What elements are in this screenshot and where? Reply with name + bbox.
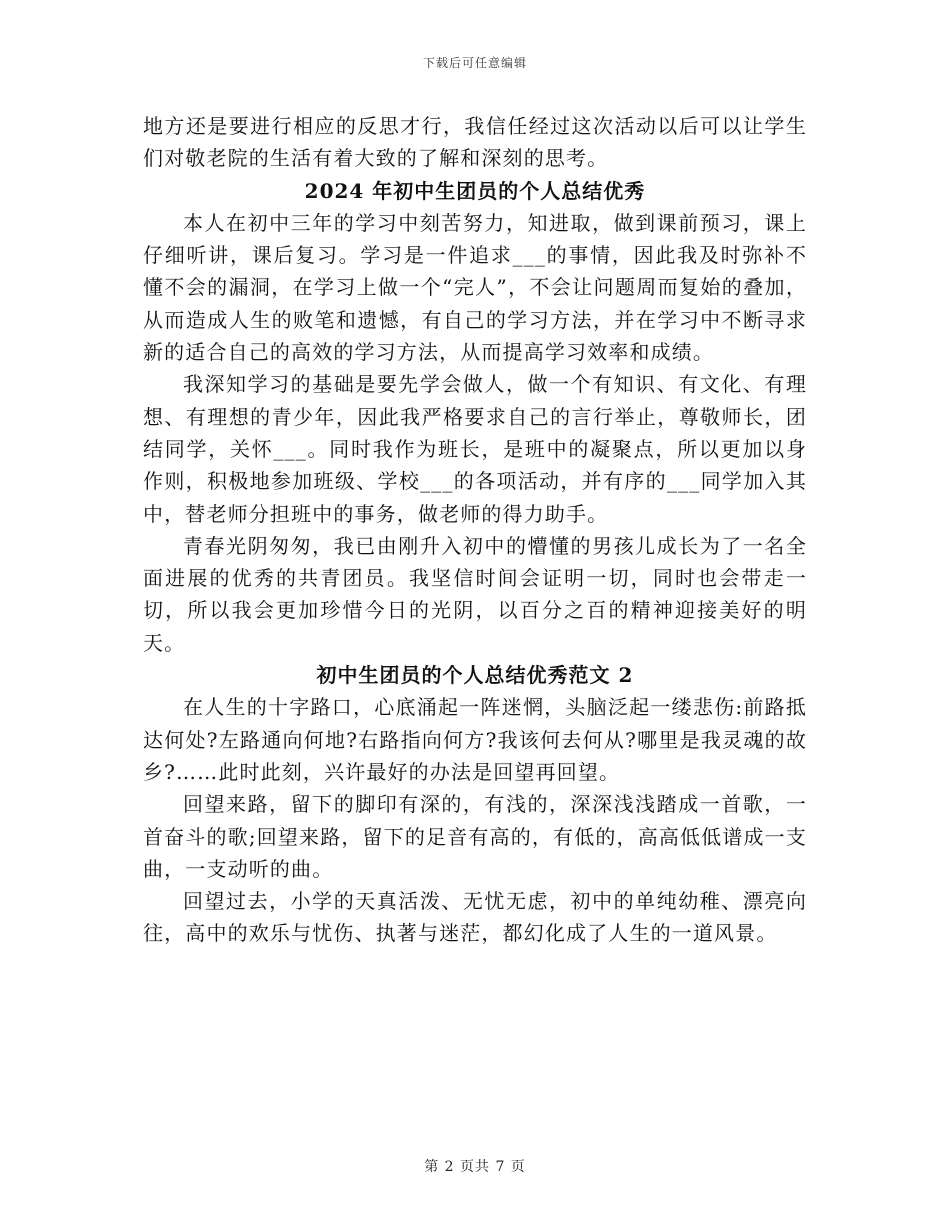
page-number: 第 2 页共 7 页 — [424, 1159, 526, 1175]
section-heading-2024-summary: 2024 年初中生团员的个人总结优秀 — [304, 178, 646, 203]
section-heading-sample-2: 初中生团员的个人总结优秀范文 2 — [316, 663, 634, 688]
page-header: 下载后可任意编辑 — [422, 56, 527, 70]
paragraph-crossroads: 在人生的十字路口，心底涌起一阵迷惘，头脑泛起一缕悲伤:前路抵达何处?左路通向何地?右路指向何方?我该何去何从?哪里是我灵魂的故乡?……此时此刻，兴许最好的办法是回望再回望。 — [143, 695, 807, 784]
paragraph-continuation: 地方还是要进行相应的反思才行，我信任经过这次活动以后可以让学生们对敬老院的生活有着大致的了解和深刻的思考。 — [143, 114, 807, 171]
paragraph-look-back-road: 回望来路，留下的脚印有深的，有浅的，深深浅浅踏成一首歌，一首奋斗的歌;回望来路，留下的足音有高的，有低的，高高低低谱成一支曲，一支动听的曲。 — [143, 792, 807, 881]
paragraph-conduct: 我深知学习的基础是要先学会做人，做一个有知识、有文化、有理想、有理想的青少年，因此我严格要求自己的言行举止，尊敬师长，团结同学，关怀___。同时我作为班长，是班中的凝聚点，所以更加以身作则，积极地参加班级、学校___的各项活动，并有序的___同学加入其中，替老师分担班中的事务，做老师的得力助手。 — [143, 372, 807, 526]
paragraph-youth: 青春光阴匆匆，我已由刚升入初中的懵懂的男孩儿成长为了一名全面进展的优秀的共青团员。我坚信时间会证明一切，同时也会带走一切，所以我会更加珍惜今日的光阴，以百分之百的精神迎接美好的明天。 — [143, 533, 807, 655]
paragraph-study: 本人在初中三年的学习中刻苦努力，知进取，做到课前预习，课上仔细听讲，课后复习。学习是一件追求___的事情，因此我及时弥补不懂不会的漏洞，在学习上做一个“完人”，不会让问题周而复始的叠加，从而造成人生的败笔和遗憾，有自己的学习方法，并在学习中不断寻求新的适合自己的高效的学习方法，从而提高学习效率和成绩。 — [143, 210, 807, 365]
document-body — [143, 110, 807, 950]
paragraph-look-back-past: 回望过去，小学的天真活泼、无忧无虑，初中的单纯幼稚、漂亮向往，高中的欢乐与忧伤、执著与迷茫，都幻化成了人生的一道风景。 — [143, 889, 807, 946]
